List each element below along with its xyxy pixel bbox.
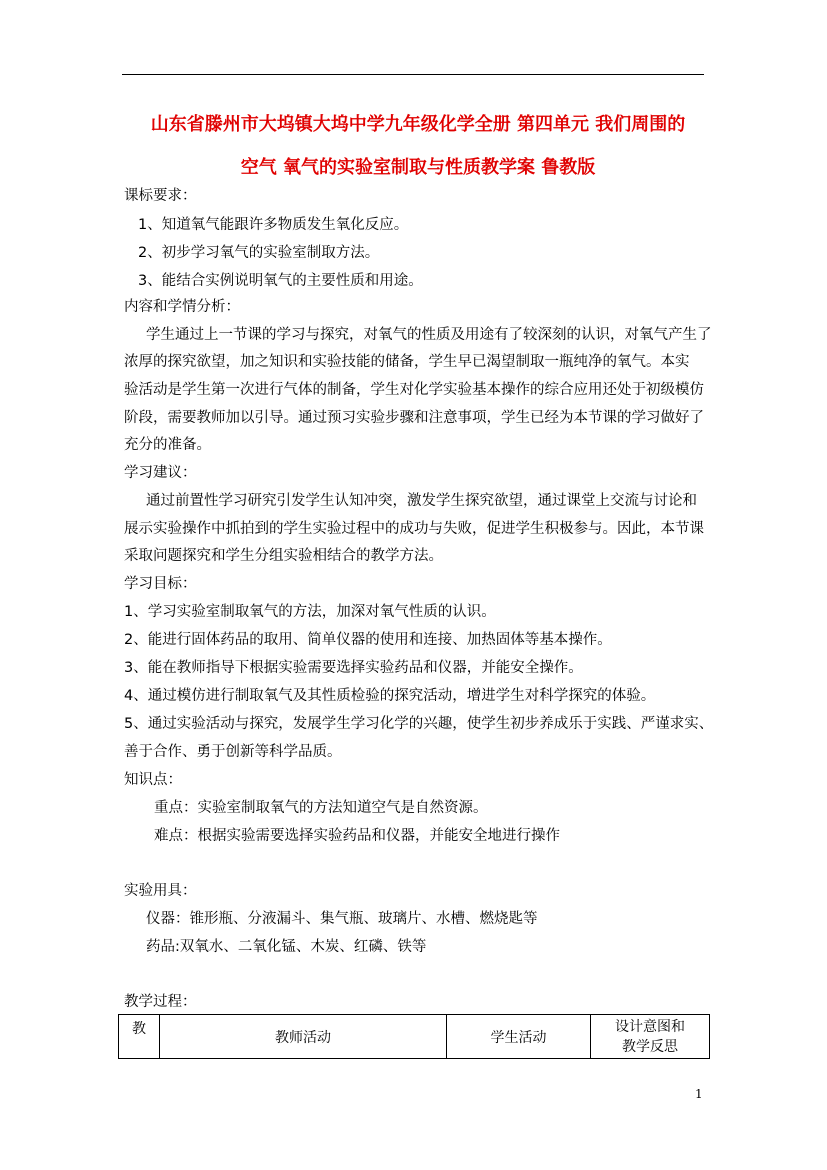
suggestion-line: 展示实验操作中抓拍到的学生实验过程中的成功与失败，促进学生积极参与。因此，本节课 — [124, 521, 704, 537]
objective-line: 4、通过模仿进行制取氧气及其性质检验的探究活动，增进学生对科学探究的体验。 — [124, 688, 656, 704]
equipment-heading: 实验用具： — [124, 883, 197, 899]
knowledge-difficulty: 难点：根据实验需要选择实验药品和仪器，并能安全地进行操作 — [154, 828, 560, 844]
analysis-line: 浓厚的探究欲望，加之知识和实验技能的储备，学生早已渴望制取一瓶纯净的氧气。本实 — [124, 354, 690, 370]
objective-line: 1、学习实验室制取氧气的方法，加深对氧气性质的认识。 — [124, 604, 496, 620]
objective-line: 5、通过实验活动与探究，发展学生学习化学的兴趣，使学生初步养成乐于实践、严谨求实、 — [124, 716, 714, 732]
objective-line: 3、能在教师指导下根据实验需要选择实验药品和仪器，并能安全操作。 — [124, 660, 583, 676]
col-header-design-intent — [591, 1015, 710, 1059]
suggestion-heading: 学习建议： — [124, 465, 197, 481]
col-header-teacher-activity: 教师活动 — [160, 1015, 447, 1059]
analysis-heading: 内容和学情分析： — [124, 299, 240, 315]
col-header-teach: 教 — [119, 1015, 160, 1059]
curriculum-item: 2、初步学习氧气的实验室制取方法。 — [138, 245, 380, 261]
equipment-instruments: 仪器：锥形瓶、分液漏斗、集气瓶、玻璃片、水槽、燃烧匙等 — [146, 911, 538, 927]
col-header-design-line2: 教学反思 — [622, 1038, 678, 1055]
objective-line: 善于合作、勇于创新等科学品质。 — [124, 744, 342, 760]
suggestion-line: 采取问题探究和学生分组实验相结合的教学方法。 — [124, 548, 443, 564]
suggestion-line: 通过前置性学习研究引发学生认知冲突，激发学生探究欲望，通过课堂上交流与讨论和 — [146, 493, 697, 509]
curriculum-heading: 课标要求： — [124, 188, 197, 204]
objectives-heading: 学习目标： — [124, 576, 197, 592]
analysis-line: 充分的准备。 — [124, 437, 211, 453]
analysis-line: 阶段，需要教师加以引导。通过预习实验步骤和注意事项，学生已经为本节课的学习做好了 — [124, 410, 704, 426]
table-header-row — [119, 1015, 710, 1059]
doc-title-line2: 空气 氧气的实验室制取与性质教学案 鲁教版 — [240, 157, 596, 178]
curriculum-item: 3、能结合实例说明氧气的主要性质和用途。 — [138, 273, 423, 289]
knowledge-heading: 知识点： — [124, 772, 182, 788]
header-rule — [122, 74, 704, 75]
col-header-student-activity: 学生活动 — [447, 1015, 591, 1059]
curriculum-item: 1、知道氧气能跟许多物质发生氧化反应。 — [138, 217, 409, 233]
equipment-reagents: 药品:双氧水、二氧化锰、木炭、红磷、铁等 — [146, 939, 427, 955]
knowledge-key-point: 重点：实验室制取氧气的方法知道空气是自然资源。 — [154, 800, 488, 816]
col-header-design-line1: 设计意图和 — [615, 1018, 685, 1035]
process-heading: 教学过程： — [124, 994, 197, 1010]
analysis-line: 学生通过上一节课的学习与探究，对氧气的性质及用途有了较深刻的认识，对氧气产生了 — [146, 327, 712, 343]
analysis-line: 验活动是学生第一次进行气体的制备，学生对化学实验基本操作的综合应用还处于初级模仿 — [124, 382, 704, 398]
doc-title-line1: 山东省滕州市大坞镇大坞中学九年级化学全册 第四单元 我们周围的 — [150, 114, 686, 135]
page-number: 1 — [695, 1087, 703, 1101]
teaching-process-table — [118, 1014, 710, 1059]
objective-line: 2、能进行固体药品的取用、简单仪器的使用和连接、加热固体等基本操作。 — [124, 632, 612, 648]
